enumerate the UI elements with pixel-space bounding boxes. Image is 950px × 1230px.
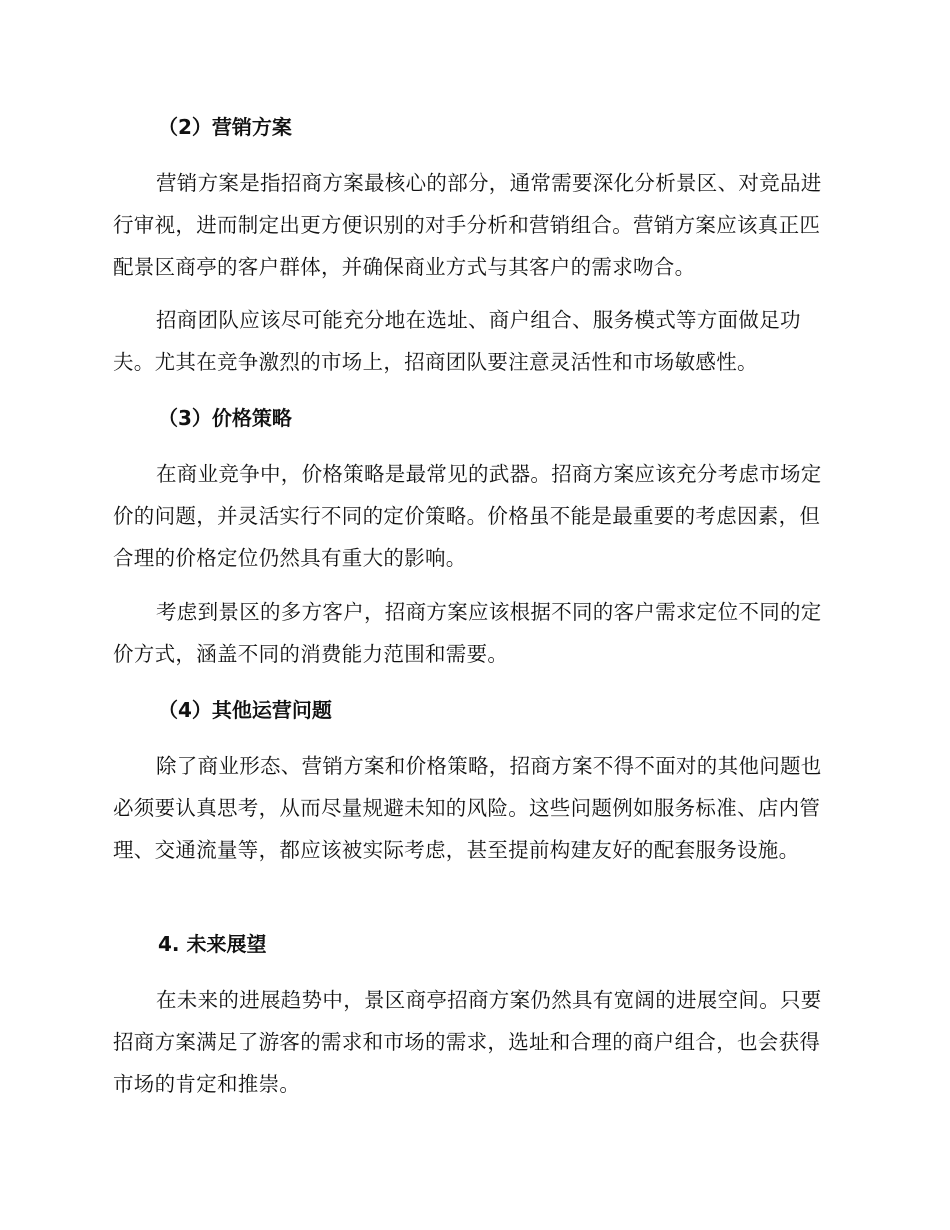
paragraph-price-strategy-2: 考虑到景区的多方客户，招商方案应该根据不同的客户需求定位不同的定价方式，涵盖不同的消费能力范围和需要。 xyxy=(113,600,822,666)
section-heading-other-operations: （4）其他运营问题 xyxy=(158,698,332,722)
section-heading-future-outlook: 4. 未来展望 xyxy=(158,932,267,956)
section-heading-marketing-plan: （2）营销方案 xyxy=(158,115,292,139)
paragraph-other-operations-1: 除了商业形态、营销方案和价格策略，招商方案不得不面对的其他问题也必须要认真思考，从而尽量规避未知的风险。这些问题例如服务标准、店内管理、交通流量等，都应该被实际考虑，甚至提前构建友好的配套服务设施。 xyxy=(113,754,822,862)
paragraph-marketing-plan-2: 招商团队应该尽可能充分地在选址、商户组合、服务模式等方面做足功夫。尤其在竞争激烈的市场上，招商团队要注意灵活性和市场敏感性。 xyxy=(113,308,801,374)
paragraph-future-outlook-1: 在未来的进展趋势中，景区商亭招商方案仍然具有宽阔的进展空间。只要招商方案满足了游客的需求和市场的需求，选址和合理的商户组合，也会获得市场的肯定和推崇。 xyxy=(113,988,822,1096)
paragraph-price-strategy-1: 在商业竞争中，价格策略是最常见的武器。招商方案应该充分考虑市场定价的问题，并灵活实行不同的定价策略。价格虽不能是最重要的考虑因素，但合理的价格定位仍然具有重大的影响。 xyxy=(113,462,822,570)
section-heading-price-strategy: （3）价格策略 xyxy=(158,406,292,430)
paragraph-marketing-plan-1: 营销方案是指招商方案最核心的部分，通常需要深化分析景区、对竞品进行审视，进而制定出更方便识别的对手分析和营销组合。营销方案应该真正匹配景区商亭的客户群体，并确保商业方式与其客户的需求吻合。 xyxy=(113,171,822,279)
